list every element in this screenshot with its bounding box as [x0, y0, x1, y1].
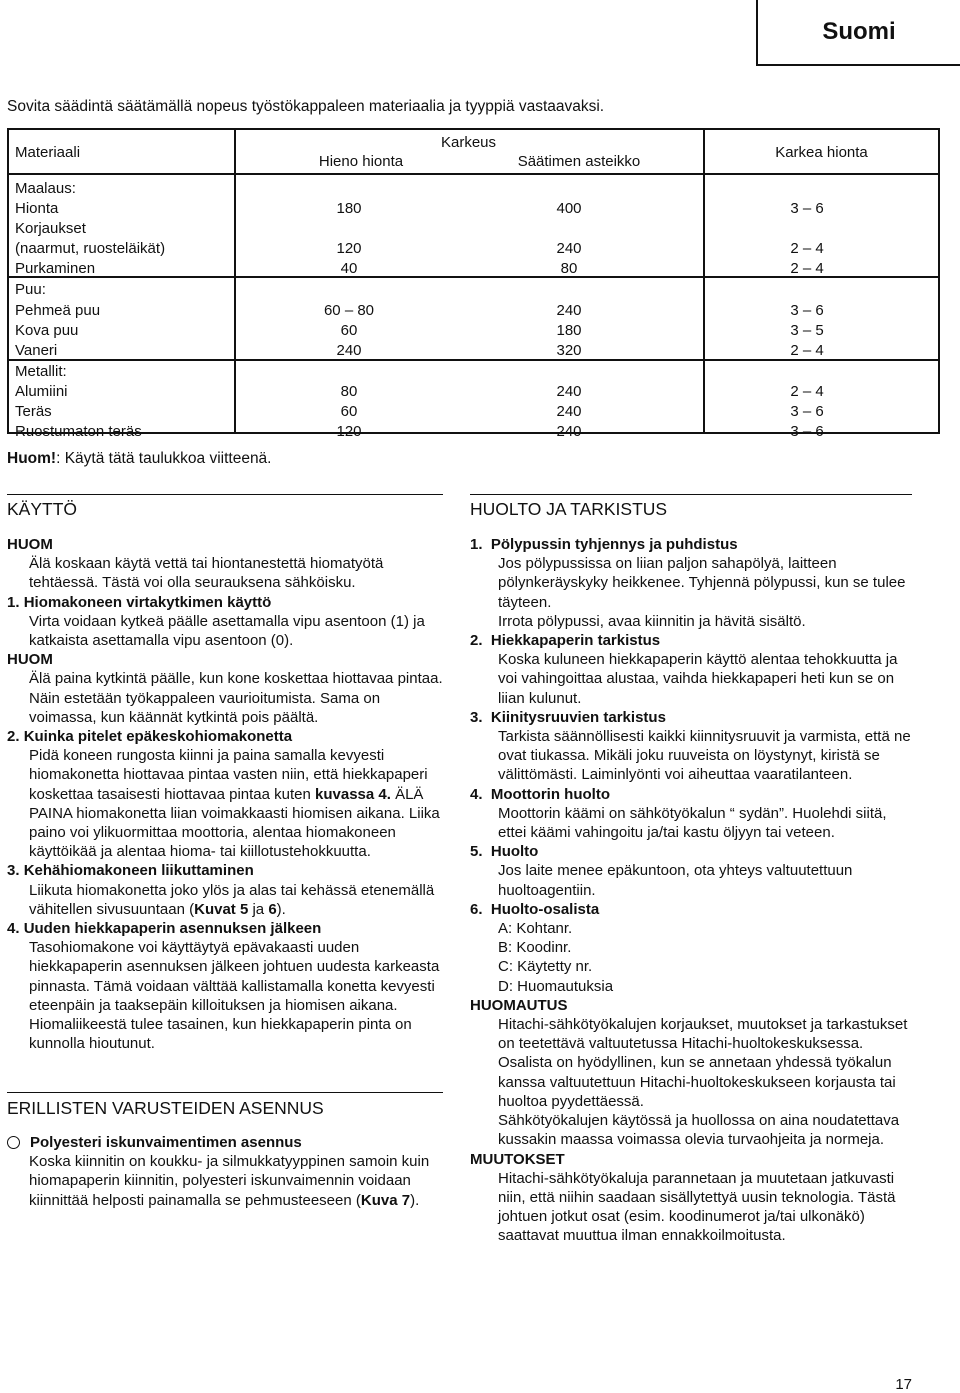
item-number: 3. [470, 708, 483, 726]
table-divider [703, 130, 705, 432]
parts-list-entry: C: Käytetty nr. [498, 958, 593, 976]
figure-ref: Kuvat 5 [194, 900, 249, 918]
step-body [7, 881, 443, 919]
item-title: Huolto-osalista [490, 900, 600, 918]
item-heading [470, 631, 912, 650]
step-body [7, 746, 443, 861]
coarse-cell: 2 – 4 [790, 260, 824, 277]
step-text: Pidä koneen rungosta kiinni ja paina samalla kevyesti hiomakonetta hiottavaa pintaa vasten niin, että hiekkapaperi koskettaa tasaisesti hiottavaa pintaa kuten [29, 747, 428, 803]
section-title-usage: KÄYTTÖ [7, 499, 78, 519]
notice-body: Osalista on hyödyllinen, kun se annetaan yhdessä työkalun kanssa valtuutettuun Hitachi-huoltokeskukseen korjausta tai huoltoa pyydettäessä. [498, 1054, 896, 1110]
coarse-cell: 3 – 6 [790, 302, 824, 319]
material-cell: Metallit: [15, 363, 67, 380]
material-cell: Puu: [15, 281, 46, 298]
figure-ref: 6 [268, 900, 277, 918]
coarse-header: Karkea hionta [775, 144, 868, 161]
coarse-cell: 3 – 5 [790, 322, 824, 339]
fine-cell: 120 [336, 240, 362, 257]
table-divider [9, 173, 938, 175]
material-cell: Alumiini [15, 383, 68, 400]
fine-cell: 60 [340, 322, 358, 339]
dial-cell: 180 [556, 322, 582, 339]
fine-cell: 240 [336, 342, 362, 359]
intro-text: Sovita säädintä säätämällä nopeus työstökappaleen materiaalia ja tyyppiä vastaavaksi. [7, 98, 605, 115]
accessory-title: Polyesteri iskunvaimentimen asennus [30, 1134, 302, 1151]
note-label: Huom! [7, 450, 57, 467]
table-divider [9, 359, 938, 361]
fine-cell: 120 [336, 423, 362, 440]
material-cell: Vaneri [15, 342, 58, 359]
dial-cell: 400 [556, 200, 582, 217]
notice-body: Sähkötyökalujen käytössä ja huollossa on aina noudatettava kussakin maassa voimassa olevia turvaohjeita ja normeja. [498, 1112, 900, 1149]
item-heading [470, 708, 912, 727]
note-text: : Käytä tätä taulukkoa viitteenä. [56, 450, 272, 467]
item-title: Kiinitysruuvien tarkistus [490, 708, 666, 726]
fine-cell: 180 [336, 200, 362, 217]
item-body: Jos pölypussissa on liian paljon sahapölyä, laitteen pölynkeräyskyky heikkenee. Tyhjennä pölypussi, kun se tulee täyteen. [498, 555, 906, 611]
parts-list-entry: B: Koodinr. [498, 939, 572, 957]
material-cell: Purkaminen [15, 260, 96, 277]
figure-ref: Kuva 7 [360, 1191, 411, 1209]
grit-header: Karkeus [440, 134, 497, 151]
step-text: ÄLÄ PAINA hiomakonetta liian voimakkaasti hiomisen aikana. Liika paino voi ylikuormittaa moottoria, alentaa hiomakoneen käyttöikää ja alentaa hioma- tai kiillotustehokkuutta. [29, 785, 440, 861]
item-title: Huolto [490, 843, 539, 861]
coarse-cell: 2 – 4 [790, 383, 824, 400]
fine-cell: 60 – 80 [323, 302, 375, 319]
step-number: 1. [7, 593, 20, 611]
item-number: 6. [470, 900, 483, 918]
section-title-accessories: ERILLISTEN VARUSTEIDEN ASENNUS [7, 1098, 324, 1118]
item-body: Tarkista säännöllisesti kaikki kiinnitysruuvit ja varmista, että ne ovat tiukassa. Mikäli joku ruuveista on löystynyt, kiristä se välittömästi. Laiminlyönti voi aiheuttaa vaaratilanteen. [498, 728, 911, 784]
fine-header: Hieno hionta [318, 153, 404, 170]
step-number: 3. [7, 862, 20, 880]
material-cell: Korjaukset [15, 220, 86, 237]
fine-cell: 60 [340, 403, 358, 420]
language-label: Suomi [822, 18, 896, 45]
modifications-body: Hitachi-sähkötyökaluja parannetaan ja muutetaan jatkuvasti niin, että niihin saadaan sisällytettyä uusin teknologia. Tästä johtuen jotkut osat (esim. koodinumerot ja/tai ulkonäkö) saattavat muuttua ilman ennakkoilmoitusta. [498, 1169, 896, 1245]
step-title: Kehähiomakoneen liikuttaminen [23, 862, 254, 880]
notice-heading: HUOMAUTUS [470, 996, 568, 1014]
accessory-body [7, 1152, 443, 1210]
coarse-cell: 3 – 6 [790, 403, 824, 420]
maintenance-section [470, 535, 912, 1246]
item-number: 4. [470, 785, 483, 803]
item-number: 2. [470, 632, 483, 650]
item-heading [470, 842, 912, 861]
dial-cell: 320 [556, 342, 582, 359]
section-rule [470, 494, 912, 495]
step-heading [7, 861, 443, 880]
note-heading: HUOM [7, 651, 53, 669]
accessory-text: ). [410, 1191, 420, 1209]
dial-cell: 240 [556, 383, 582, 400]
step-text: ja [248, 900, 269, 918]
item-body: Koska kuluneen hiekkapaperin käyttö alentaa tehokkuutta ja voi vahingoittaa alustaa, vaihda hiekkapaperi heti kun se on liian kulunut. [498, 651, 898, 707]
item-body: Moottorin käämi on sähkötyökalun “ sydän”. Huolehdi siitä, ettei käämi vahingoitu ja/tai kastu öljyyn tai veteen. [498, 804, 887, 842]
material-cell: Ruostumaton teräs [15, 423, 142, 440]
item-heading [470, 535, 912, 554]
material-cell: Kova puu [15, 322, 79, 339]
notice-body: Hitachi-sähkötyökalujen korjaukset, muutokset ja tarkastukset on teetettävä valtuutetussa Hitachi-huoltokeskuksessa. [498, 1016, 908, 1053]
page-number: 17 [895, 1376, 912, 1393]
step-text: ). [276, 900, 286, 918]
table-divider [234, 130, 236, 432]
material-cell: Teräs [15, 403, 52, 420]
material-header: Materiaali [15, 144, 81, 161]
parts-list-entry: A: Kohtanr. [498, 920, 573, 938]
step-number: 4. [7, 920, 20, 938]
item-body: Irrota pölypussi, avaa kiinnitin ja hävitä sisältö. [498, 612, 806, 630]
dial-cell: 80 [560, 260, 578, 277]
section-title-maintenance: HUOLTO JA TARKISTUS [470, 499, 668, 519]
accessory-text: Koska kiinnitin on koukku- ja silmukkatyyppinen samoin kuin hiomapaperin kiinnitin, polyesteri iskunvaimennin voidaan kiinnittää helposti painamalla se pehmusteeseen ( [29, 1153, 430, 1209]
accessory-section [7, 1133, 443, 1210]
item-heading [470, 900, 912, 919]
note-body: Älä paina kytkintä päälle, kun kone koskettaa hiottavaa pintaa. Näin estetään työkappaleen vaurioitumista. Sama on voimassa, kun käännät kytkintä pois päältä. [29, 670, 443, 726]
material-cell: Maalaus: [15, 180, 76, 197]
item-heading [470, 785, 912, 804]
dial-header: Säätimen asteikko [517, 153, 641, 170]
item-body: Jos laite menee epäkuntoon, ota yhteys valtuutettuun huoltoagentiin. [498, 862, 853, 899]
dial-cell: 240 [556, 423, 582, 440]
item-title: Moottorin huolto [490, 785, 610, 803]
step-heading [7, 727, 443, 746]
bullet-circle-icon [7, 1136, 20, 1149]
note-body: Älä koskaan käytä vettä tai hiontanestettä hiomatyötä tehtäessä. Tästä voi olla seurauksena sähköisku. [29, 555, 384, 592]
coarse-cell: 2 – 4 [790, 342, 824, 359]
fine-cell: 80 [340, 383, 358, 400]
usage-section [7, 535, 443, 1053]
dial-cell: 240 [556, 240, 582, 257]
section-rule [7, 1092, 443, 1093]
section-rule [7, 494, 443, 495]
dial-cell: 240 [556, 403, 582, 420]
step-body: Virta voidaan kytkeä päälle asettamalla vipu asentoon (1) ja katkaista asettamalla vipu asentoon (0). [29, 612, 425, 650]
dial-cell: 240 [556, 302, 582, 319]
step-title: Uuden hiekkapaperin asennuksen jälkeen [23, 920, 322, 938]
fine-cell: 40 [340, 260, 358, 277]
coarse-cell: 3 – 6 [790, 200, 824, 217]
coarse-cell: 2 – 4 [790, 240, 824, 257]
figure-ref: kuvassa 4. [315, 785, 391, 803]
table-note [7, 450, 272, 468]
speed-table [7, 128, 940, 440]
item-number: 5. [470, 843, 483, 861]
material-cell: (naarmut, ruosteläikät) [15, 240, 166, 257]
step-heading [7, 593, 443, 612]
step-title: Kuinka pitelet epäkeskohiomakonetta [23, 728, 293, 746]
step-title: Hiomakoneen virtakytkimen käyttö [23, 593, 272, 611]
step-number: 2. [7, 728, 20, 746]
step-text: Liikuta hiomakonetta joko ylös ja alas tai kehässä etenemällä vähitellen sivusuuntaan ( [29, 881, 435, 918]
modifications-heading: MUUTOKSET [470, 1150, 565, 1168]
item-number: 1. [470, 536, 483, 553]
material-cell: Hionta [15, 200, 59, 217]
coarse-cell: 3 – 6 [790, 423, 824, 440]
language-tab [756, 0, 960, 66]
step-body: Tasohiomakone voi käyttäytyä epävakaasti uuden hiekkapaperin asennuksen jälkeen johtuen uudesta karkeasta pinnasta. Tämä voidaan välttää kallistamalla konetta kevyesti eteenpäin ja taaksepäin killoituksen ja hiomisen aikana. Hiomaliikeestä tulee tasainen, kun hiekkapaperin pinta on kunnolla hioutunut. [29, 939, 440, 1053]
step-heading [7, 919, 443, 938]
item-title: Pölypussin tyhjennys ja puhdistus [490, 536, 738, 553]
note-heading: HUOM [7, 536, 53, 553]
table-divider [9, 276, 938, 278]
material-cell: Pehmeä puu [15, 302, 101, 319]
accessory-heading [7, 1133, 443, 1152]
item-title: Hiekkapaperin tarkistus [490, 632, 661, 650]
parts-list-entry: D: Huomautuksia [498, 977, 614, 995]
